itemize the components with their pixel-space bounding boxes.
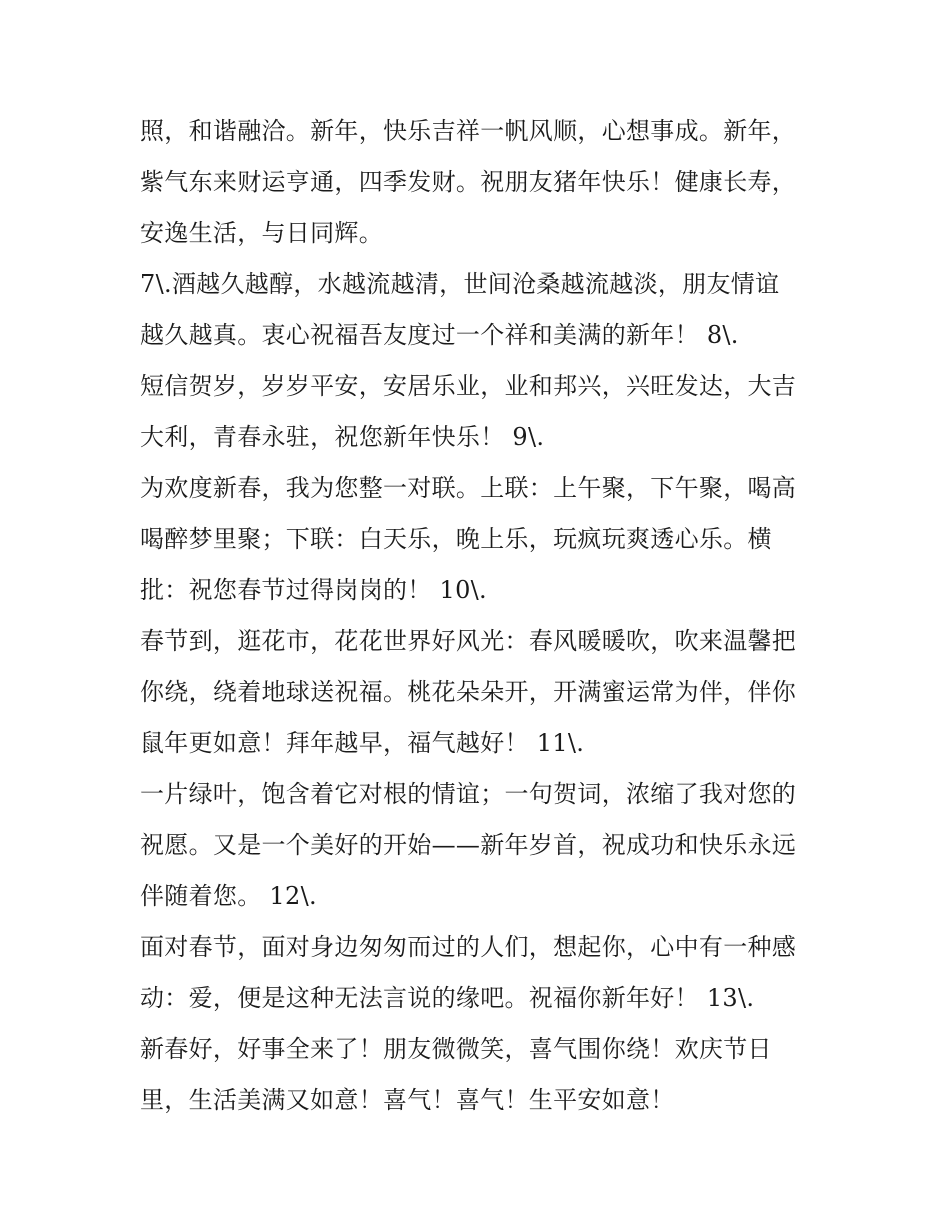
text-line: 喝醉梦里聚；下联：白天乐，晚上乐，玩疯玩爽透心乐。横 xyxy=(140,525,772,553)
text-line: 越久越真。衷心祝福吾友度过一个祥和美满的新年！ 8\. xyxy=(140,321,739,349)
body-text xyxy=(140,106,830,1126)
text-line: 照，和谐融洽。新年，快乐吉祥一帆风顺，心想事成。新年， xyxy=(140,117,797,145)
text-line: 你绕，绕着地球送祝福。桃花朵朵开，开满蜜运常为伴，伴你 xyxy=(140,678,797,706)
text-line: 里，生活美满又如意！喜气！喜气！生平安如意！ xyxy=(140,1086,675,1114)
text-line: 大利，青春永驻，祝您新年快乐！ 9\. xyxy=(140,423,545,451)
text-line: 春节到，逛花市，花花世界好风光：春风暖暖吹，吹来温馨把 xyxy=(140,627,797,655)
text-line: 批：祝您春节过得岗岗的！ 10\. xyxy=(140,576,487,604)
text-line: 短信贺岁，岁岁平安，安居乐业，业和邦兴，兴旺发达，大吉 xyxy=(140,372,797,400)
text-line: 为欢度新春，我为您整一对联。上联：上午聚，下午聚，喝高 xyxy=(140,474,797,502)
text-line: 伴随着您。 12\. xyxy=(140,882,317,910)
text-line: 安逸生活，与日同辉。 xyxy=(140,219,383,247)
text-line: 鼠年更如意！拜年越早，福气越好！ 11\. xyxy=(140,729,585,757)
text-line: 一片绿叶，饱含着它对根的情谊；一句贺词，浓缩了我对您的 xyxy=(140,780,797,808)
text-line: 祝愿。又是一个美好的开始——新年岁首，祝成功和快乐永远 xyxy=(140,831,797,859)
text-line: 紫气东来财运亨通，四季发财。祝朋友猪年快乐！健康长寿， xyxy=(140,168,797,196)
text-line: 动：爱，便是这种无法言说的缘吧。祝福你新年好！ 13\. xyxy=(140,984,755,1012)
text-line: 面对春节，面对身边匆匆而过的人们，想起你，心中有一种感 xyxy=(140,933,797,961)
text-line: 7\.酒越久越醇，水越流越清，世间沧桑越流越淡，朋友情谊 xyxy=(140,270,780,298)
text-line: 新春好，好事全来了！朋友微微笑，喜气围你绕！欢庆节日 xyxy=(140,1035,772,1063)
